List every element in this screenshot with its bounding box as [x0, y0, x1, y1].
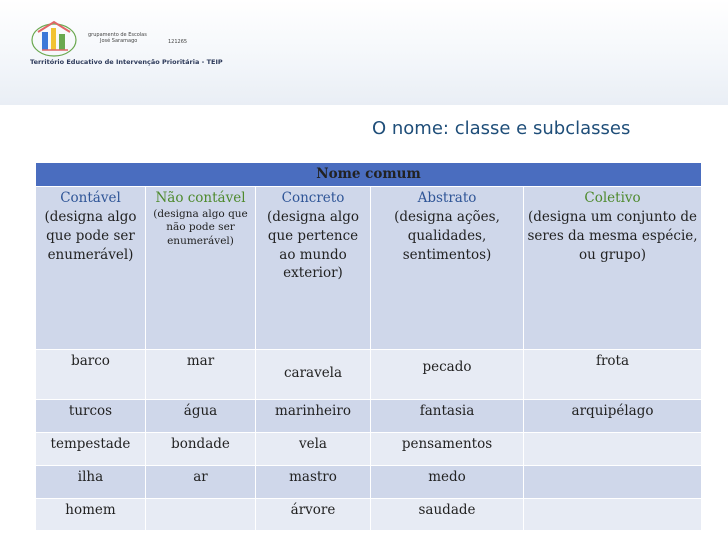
- table-cell: pecado: [371, 349, 524, 399]
- category-desc: (designa algo que pertence ao mundo exterior): [267, 208, 359, 282]
- category-name: Coletivo: [584, 189, 641, 206]
- category-desc: (designa algo que não pode ser enumerável): [153, 207, 248, 248]
- category-row: [36, 186, 702, 349]
- category-name: Concreto: [281, 189, 345, 206]
- table-cell: bondade: [146, 432, 256, 465]
- category-desc: (designa ações, qualidades, sentimentos): [394, 208, 500, 263]
- slide-title: O nome: classe e subclasses: [372, 118, 631, 139]
- table-row: [36, 465, 702, 498]
- table-cell: tempestade: [36, 432, 146, 465]
- logo-line-2: José Saramago: [100, 38, 138, 44]
- category-cell: [256, 186, 371, 349]
- category-cell: [524, 186, 702, 349]
- category-cell: [146, 186, 256, 349]
- table-cell: saudade: [371, 498, 524, 530]
- table-row: [36, 349, 702, 399]
- table-cell: homem: [36, 498, 146, 530]
- category-name: Abstrato: [417, 189, 477, 206]
- table-cell: ilha: [36, 465, 146, 498]
- table-row: [36, 432, 702, 465]
- logo-code: 121265: [168, 39, 188, 45]
- table-cell: pensamentos: [371, 432, 524, 465]
- table-cell: arquipélago: [524, 399, 702, 432]
- table-cell: [524, 498, 702, 530]
- table-cell: barco: [36, 349, 146, 399]
- table-cell: frota: [524, 349, 702, 399]
- table-cell: caravela: [256, 349, 371, 399]
- logo-line-1: grupamento de Escolas: [88, 32, 147, 38]
- table-cell: água: [146, 399, 256, 432]
- category-cell: [371, 186, 524, 349]
- table-cell: árvore: [256, 498, 371, 530]
- category-name: Não contável: [155, 189, 246, 206]
- table-cell: [524, 432, 702, 465]
- category-desc: (designa algo que pode ser enumerável): [44, 208, 137, 263]
- table-cell: mastro: [256, 465, 371, 498]
- table-cell: ar: [146, 465, 256, 498]
- category-desc: (designa um conjunto de seres da mesma espécie, ou grupo): [527, 208, 698, 263]
- table-cell: turcos: [36, 399, 146, 432]
- table-cell: vela: [256, 432, 371, 465]
- noun-classes-table: [35, 162, 702, 531]
- table-header: Nome comum: [36, 163, 702, 187]
- table-cell: fantasia: [371, 399, 524, 432]
- table-cell: [146, 498, 256, 530]
- table-cell: mar: [146, 349, 256, 399]
- category-name: Contável: [60, 189, 121, 206]
- table-cell: [524, 465, 702, 498]
- table-cell: marinheiro: [256, 399, 371, 432]
- school-logo: [28, 18, 223, 70]
- table-row: [36, 498, 702, 530]
- category-cell: [36, 186, 146, 349]
- table-cell: medo: [371, 465, 524, 498]
- table-row: [36, 399, 702, 432]
- logo-teip-text: Território Educativo de Intervenção Prioritária - TEIP: [30, 58, 223, 66]
